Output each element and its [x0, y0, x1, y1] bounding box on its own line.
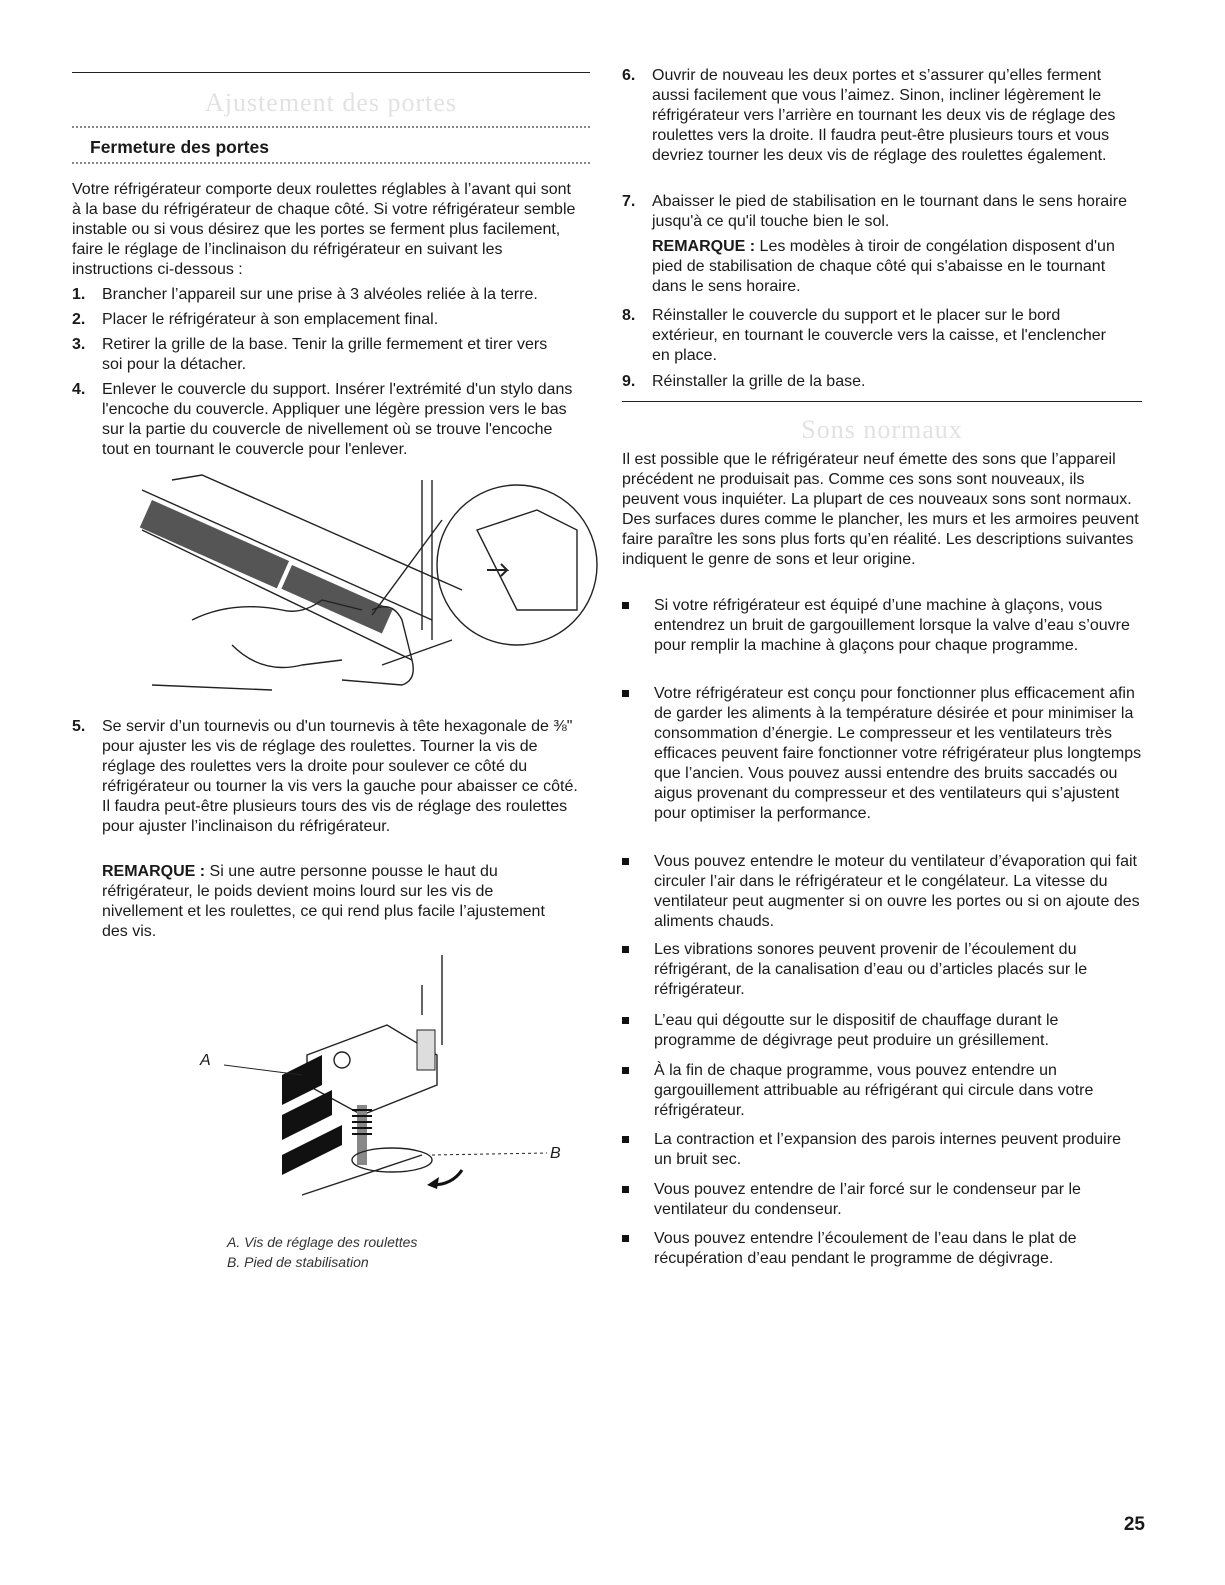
bullet-square-icon: [622, 690, 629, 697]
list-item: [622, 684, 1142, 824]
list-item: [622, 596, 1142, 656]
bullet-square-icon: [622, 1235, 629, 1242]
step-8: [622, 306, 1122, 366]
list-item: [622, 1229, 1142, 1269]
step-number: 5.: [72, 718, 86, 735]
step-text: Brancher l’appareil sur une prise à 3 alvéoles reliée à la terre.: [102, 286, 538, 303]
section-title-sons-normaux: Sons normaux: [801, 415, 963, 444]
bullet-text: Vous pouvez entendre l’écoulement de l’eau dans le plat de récupération d’eau pendant le programme de dégivrage.: [654, 1230, 1077, 1267]
list-item: [622, 1061, 1142, 1121]
step-text: Réinstaller le couvercle du support et le placer sur le bord extérieur, en tournant le couvercle vers la caisse, et l'enclencher en place.: [652, 307, 1106, 364]
note-label: REMARQUE :: [652, 238, 756, 255]
note-step-5: [102, 862, 572, 942]
step-text: Abaisser le pied de stabilisation en le tournant dans le sens horaire jusqu'à ce qu'il touche bien le sol.: [652, 193, 1127, 230]
step-5: [72, 717, 590, 837]
step-4: [72, 380, 582, 460]
note-step-7: [652, 237, 1142, 297]
bullet-text: La contraction et l’expansion des parois internes peuvent produire un bruit sec.: [654, 1131, 1121, 1168]
section-rule: [622, 401, 1142, 402]
step-text: Réinstaller la grille de la base.: [652, 373, 866, 390]
bullet-text: L’eau qui dégoutte sur le dispositif de chauffage durant le programme de dégivrage peut produire un grésillement.: [654, 1012, 1059, 1049]
step-3: [72, 335, 572, 375]
subheading-fermeture: Fermeture des portes: [90, 137, 269, 157]
step-number: 1.: [72, 286, 86, 303]
step-text: Enlever le couvercle du support. Insérer l'extrémité d'un stylo dans l'encoche du couvercle. Appliquer une légère pression vers le bas sur la partie du couvercle de nivellement où se trouve l'encoche tout en tournant le couvercle pour l'enlever.: [102, 381, 573, 458]
list-item: [622, 1180, 1142, 1220]
bullet-square-icon: [622, 602, 629, 609]
step-9: [622, 372, 1142, 392]
note-label: REMARQUE :: [102, 863, 206, 880]
step-text: Ouvrir de nouveau les deux portes et s’assurer qu’elles ferment aussi facilement que vous l’aimez. Sinon, incliner légèrement le réfrigérateur vers l’arrière en tournant les deux vis de réglage des roulettes vers la droite. Il faudra peut-être plusieurs tours et vous devriez tourner les deux vis de réglage des roulettes également.: [652, 67, 1116, 164]
list-item: [622, 1130, 1142, 1170]
section-title-ajustement: Ajustement des portes: [204, 88, 458, 117]
note-text: Si une autre personne pousse le haut du réfrigérateur, le poids devient moins lourd sur les vis de nivellement et les roulettes, ce qui rend plus facile l’ajustement des vis.: [102, 863, 545, 940]
cover-removal-illustration: [132, 470, 602, 705]
figure-label-a: A: [200, 1052, 211, 1069]
bullet-text: Si votre réfrigérateur est équipé d’une machine à glaçons, vous entendrez un bruit de gargouillement lorsque la valve d’eau s’ouvre pour remplir la machine à glaçons pour chaque programme.: [654, 597, 1130, 654]
top-rule: [72, 72, 590, 73]
step-number: 4.: [72, 381, 86, 398]
bullet-square-icon: [622, 1017, 629, 1024]
step-number: 9.: [622, 373, 636, 390]
step-2: [72, 310, 590, 330]
step-1: [72, 285, 590, 305]
step-7: [622, 192, 1142, 232]
figure-label-b: B: [550, 1145, 561, 1162]
caption-b: B. Pied de stabilisation: [227, 1254, 369, 1270]
step-text: Placer le réfrigérateur à son emplacement final.: [102, 311, 439, 328]
bullet-square-icon: [622, 946, 629, 953]
bullet-text: Votre réfrigérateur est conçu pour fonctionner plus efficacement afin de garder les aliments à la température désirée et pour minimiser la consommation d’énergie. Le compresseur et les ventilateurs très efficaces peuvent faire fonctionner votre réfrigérateur plus longtemps que l’ancien. Vous pouvez aussi entendre des bruits saccadés ou aigus provenant du compresseur et des ventilateurs qui s’ajustent pour optimiser la performance.: [654, 685, 1142, 822]
bullet-text: Vous pouvez entendre de l’air forcé sur le condenseur par le ventilateur du condenseur.: [654, 1181, 1081, 1218]
bullet-square-icon: [622, 1186, 629, 1193]
dotted-rule: [72, 162, 590, 164]
list-item: [622, 1011, 1142, 1051]
note-text: Les modèles à tiroir de congélation disposent d'un pied de stabilisation de chaque côté qui s'abaisse en le tournant dans le sens horaire.: [652, 238, 1115, 295]
list-item: [622, 940, 1142, 1000]
bullet-text: À la fin de chaque programme, vous pouvez entendre un gargouillement attribuable au réfrigérant qui circule dans votre réfrigérateur.: [654, 1062, 1094, 1119]
intro-paragraph: Votre réfrigérateur comporte deux roulettes réglables à l’avant qui sont à la base du réfrigérateur de chaque côté. Si votre réfrigérateur semble instable ou si vous désirez que les portes se ferment plus facilement, faire le réglage de l’inclinaison du réfrigérateur en suivant les instructions ci-dessous :: [72, 181, 576, 278]
bullet-square-icon: [622, 1136, 629, 1143]
step-6: [622, 66, 1142, 166]
step-number: 7.: [622, 193, 636, 210]
dotted-rule: [72, 126, 590, 128]
bullet-square-icon: [622, 1067, 629, 1074]
sons-intro-paragraph: Il est possible que le réfrigérateur neuf émette des sons que l’appareil précédent ne produisait pas. Comme ces sons sont nouveaux, ils peuvent vous inquiéter. La plupart de ces nouveaux sons sont normaux. Des surfaces dures comme le plancher, les murs et les armoires peuvent faire paraître les sons plus forts qu’en réalité. Les descriptions suivantes indiquent le genre de sons et leur origine.: [622, 451, 1139, 568]
step-text: Retirer la grille de la base. Tenir la grille fermement et tirer vers soi pour la détacher.: [102, 336, 548, 373]
bullet-square-icon: [622, 858, 629, 865]
page-number: 25: [1123, 1514, 1145, 1535]
step-number: 6.: [622, 67, 636, 84]
caption-a: A. Vis de réglage des roulettes: [227, 1234, 418, 1250]
step-number: 8.: [622, 307, 636, 324]
bullet-text: Les vibrations sonores peuvent provenir de l’écoulement du réfrigérant, de la canalisation d’eau ou d’articles placés sur le réfrigérateur.: [654, 941, 1088, 998]
list-item: [622, 852, 1142, 932]
bullet-text: Vous pouvez entendre le moteur du ventilateur d’évaporation qui fait circuler l’air dans le réfrigérateur et le congélateur. La vitesse du ventilateur peut augmenter si on ouvre les portes ou si on ajoute des aliments chauds.: [654, 853, 1140, 930]
step-number: 2.: [72, 311, 86, 328]
step-number: 3.: [72, 336, 86, 353]
step-text: Se servir d’un tournevis ou d'un tournevis à tête hexagonale de ⅜" pour ajuster les vis de réglage des roulettes. Tourner la vis de réglage des roulettes vers la droite pour soulever ce côté du réfrigérateur ou tourner la vis vers la gauche pour abaisser ce côté. Il faudra peut-être plusieurs tours des vis de réglage des roulettes pour ajuster l’inclinaison du réfrigérateur.: [102, 718, 578, 835]
leveling-screw-illustration: [212, 955, 552, 1205]
